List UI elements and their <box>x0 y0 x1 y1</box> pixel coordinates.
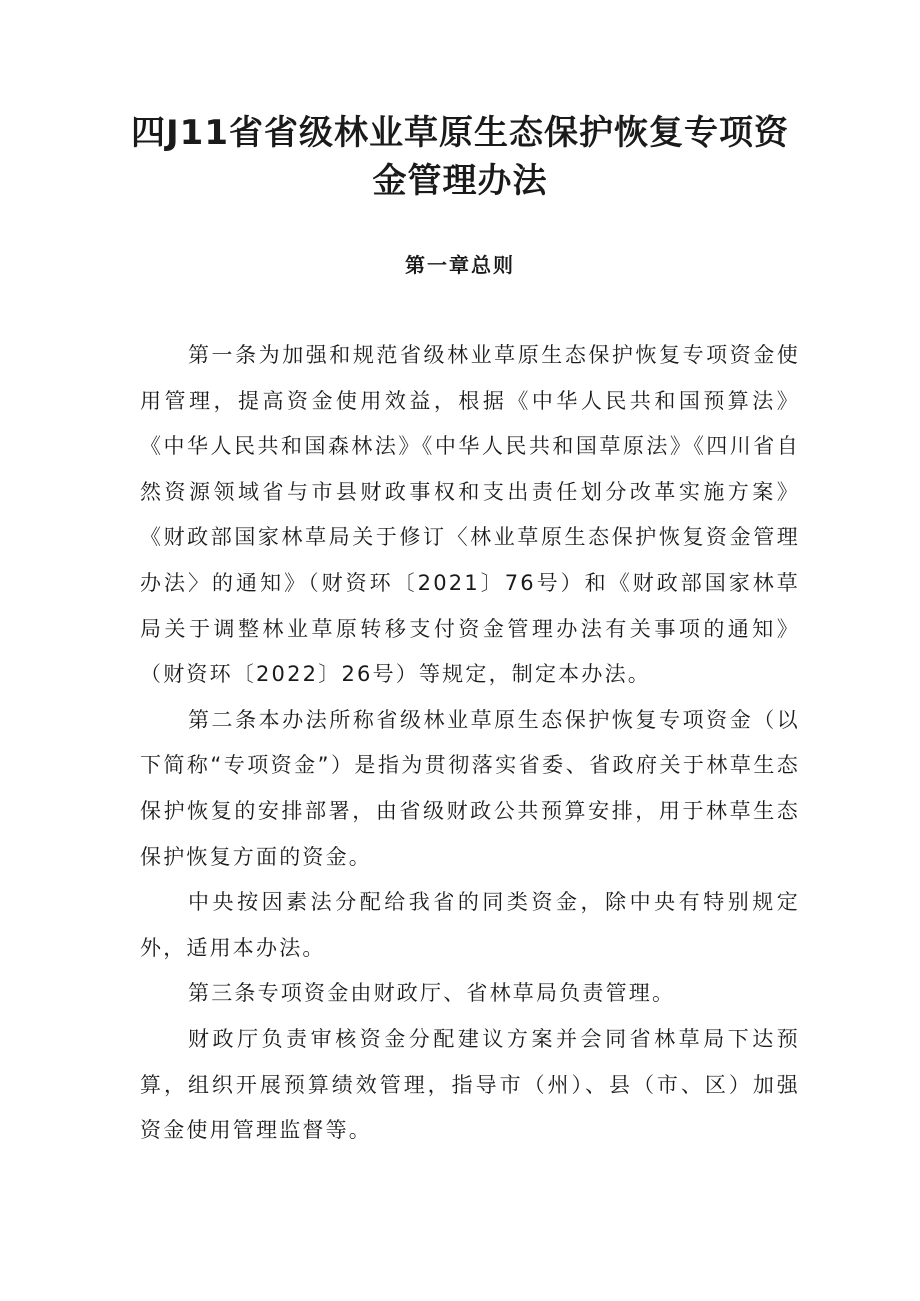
paragraph-article-1: 第一条为加强和规范省级林业草原生态保护恢复专项资金使用管理，提高资金使用效益，根据《中华人民共和国预算法》《中华人民共和国森林法》《中华人民共和国草原法》《四川省自然资源领域省与市县财政事权和支出责任划分改革实施方案》《财政部国家林草局关于修订〈林业草原生态保护恢复资金管理办法〉的通知》（财资环〔2021〕76号）和《财政部国家林草局关于调整林业草原转移支付资金管理办法有关事项的通知》（财资环〔2022〕26号）等规定，制定本办法。 <box>140 343 800 687</box>
paragraph-article-2: 第二条本办法所称省级林业草原生态保护恢复专项资金（以下简称“专项资金”）是指为贯彻落实省委、省政府关于林草生态保护恢复的安排部署，由省级财政公共预算安排，用于林草生态保护恢复方面的资金。 <box>140 707 800 869</box>
paragraph-finance-dept-duties: 财政厅负责审核资金分配建议方案并会同省林草局下达预算，组织开展预算绩效管理，指导市（州）、县（市、区）加强资金使用管理监督等。 <box>140 1026 800 1143</box>
paragraph-article-3: 第三条专项资金由财政厅、省林草局负责管理。 <box>188 981 676 1006</box>
document-title-line-2: 金管理办法 <box>372 161 548 201</box>
document-body <box>140 333 800 1154</box>
document-title-line-1: 四J11省省级林业草原生态保护恢复专项资 <box>131 113 789 153</box>
paragraph-central-funds: 中央按因素法分配给我省的同类资金，除中央有特别规定外，适用本办法。 <box>140 890 800 960</box>
chapter-heading: 第一章总则 <box>405 253 515 277</box>
